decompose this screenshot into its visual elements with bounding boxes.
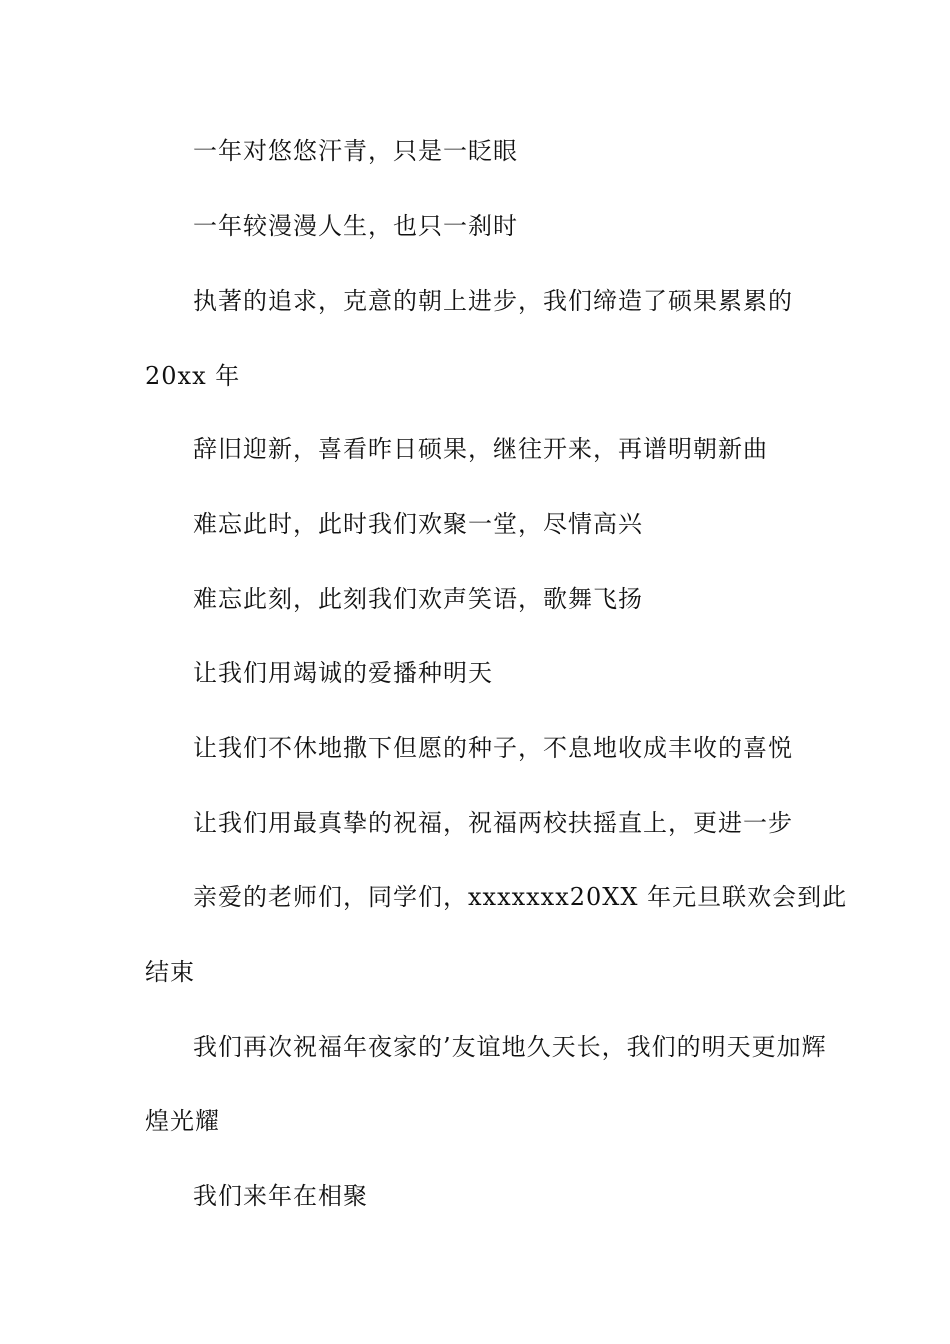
paragraph-line-2: 一年较漫漫人生，也只一刹时 bbox=[193, 212, 518, 240]
paragraph-line-9: 让我们用最真挚的祝福，祝福两校扶摇直上，更进一步 bbox=[193, 809, 793, 837]
paragraph-line-5: 难忘此时，此时我们欢聚一堂，尽情高兴 bbox=[193, 510, 643, 538]
paragraph-line-6: 难忘此刻，此刻我们欢声笑语，歌舞飞扬 bbox=[193, 585, 643, 613]
paragraph-line-11-continuation: 煌光耀 bbox=[145, 1107, 220, 1135]
paragraph-line-12: 我们来年在相聚 bbox=[193, 1182, 368, 1210]
paragraph-line-10: 亲爱的老师们，同学们，xxxxxxx20XX 年元旦联欢会到此 bbox=[193, 883, 848, 911]
paragraph-line-7: 让我们用竭诚的爱播种明天 bbox=[193, 659, 493, 687]
paragraph-line-8: 让我们不休地撒下但愿的种子，不息地收成丰收的喜悦 bbox=[193, 734, 793, 762]
paragraph-line-11: 我们再次祝福年夜家的’友谊地久天长，我们的明天更加辉 bbox=[193, 1033, 827, 1061]
paragraph-line-1: 一年对悠悠汗青，只是一眨眼 bbox=[193, 137, 518, 165]
paragraph-line-3-continuation: 20xx 年 bbox=[145, 362, 241, 390]
paragraph-line-3: 执著的追求，克意的朝上进步，我们缔造了硕果累累的 bbox=[193, 287, 793, 315]
paragraph-line-4: 辞旧迎新，喜看昨日硕果，继往开来，再谱明朝新曲 bbox=[193, 435, 768, 463]
paragraph-line-10-continuation: 结束 bbox=[145, 958, 195, 986]
